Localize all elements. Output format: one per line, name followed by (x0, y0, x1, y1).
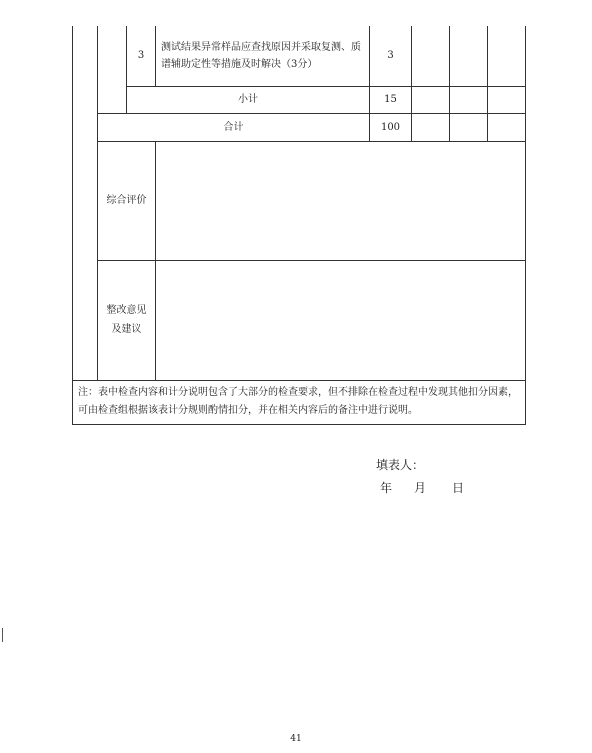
filler-label: 填表人： (376, 458, 425, 472)
item-blank-cell-1 (412, 26, 450, 86)
rectification-content-cell (156, 260, 526, 380)
page-number: 41 (290, 734, 302, 744)
item-number-cell: 3 (127, 26, 156, 86)
table-row-total (73, 113, 526, 141)
total-blank-cell-2 (450, 113, 488, 141)
day-label: 日 (452, 481, 465, 495)
total-score-cell: 100 (370, 113, 412, 141)
table-row-item-3 (73, 26, 526, 86)
subtotal-label-cell: 小计 (127, 86, 370, 113)
page-edge-mark (2, 628, 3, 642)
subtotal-score-cell: 15 (370, 86, 412, 113)
rectification-label-text: 整改意见及建议 (106, 305, 147, 335)
evaluation-label-cell: 综合评价 (98, 141, 156, 260)
category-cell (98, 26, 127, 113)
item-blank-cell-3 (488, 26, 526, 86)
item-blank-cell-2 (450, 26, 488, 86)
outer-left-cell (73, 26, 98, 380)
table-row-rectification (73, 260, 526, 380)
subtotal-blank-cell-1 (412, 86, 450, 113)
total-blank-cell-3 (488, 113, 526, 141)
total-blank-cell-1 (412, 113, 450, 141)
table-row-subtotal (73, 86, 526, 113)
table-row-note (73, 380, 526, 424)
rectification-label-cell (98, 260, 156, 380)
inspection-table (72, 26, 526, 425)
evaluation-content-cell (156, 141, 526, 260)
subtotal-blank-cell-3 (488, 86, 526, 113)
total-label-cell: 合计 (98, 113, 370, 141)
year-label: 年 (380, 481, 393, 495)
item-description-cell: 测试结果异常样品应查找原因并采取复测、质谱辅助定性等措施及时解决（3分） (156, 26, 370, 86)
subtotal-blank-cell-2 (450, 86, 488, 113)
note-cell: 注：表中检查内容和计分说明包含了大部分的检查要求，但不排除在检查过程中发现其他扣分因素，可由检查组根据该表计分规则酌情扣分，并在相关内容后的备注中进行说明。 (73, 380, 526, 424)
table-row-evaluation (73, 141, 526, 260)
item-score-cell: 3 (370, 26, 412, 86)
month-label: 月 (414, 481, 427, 495)
